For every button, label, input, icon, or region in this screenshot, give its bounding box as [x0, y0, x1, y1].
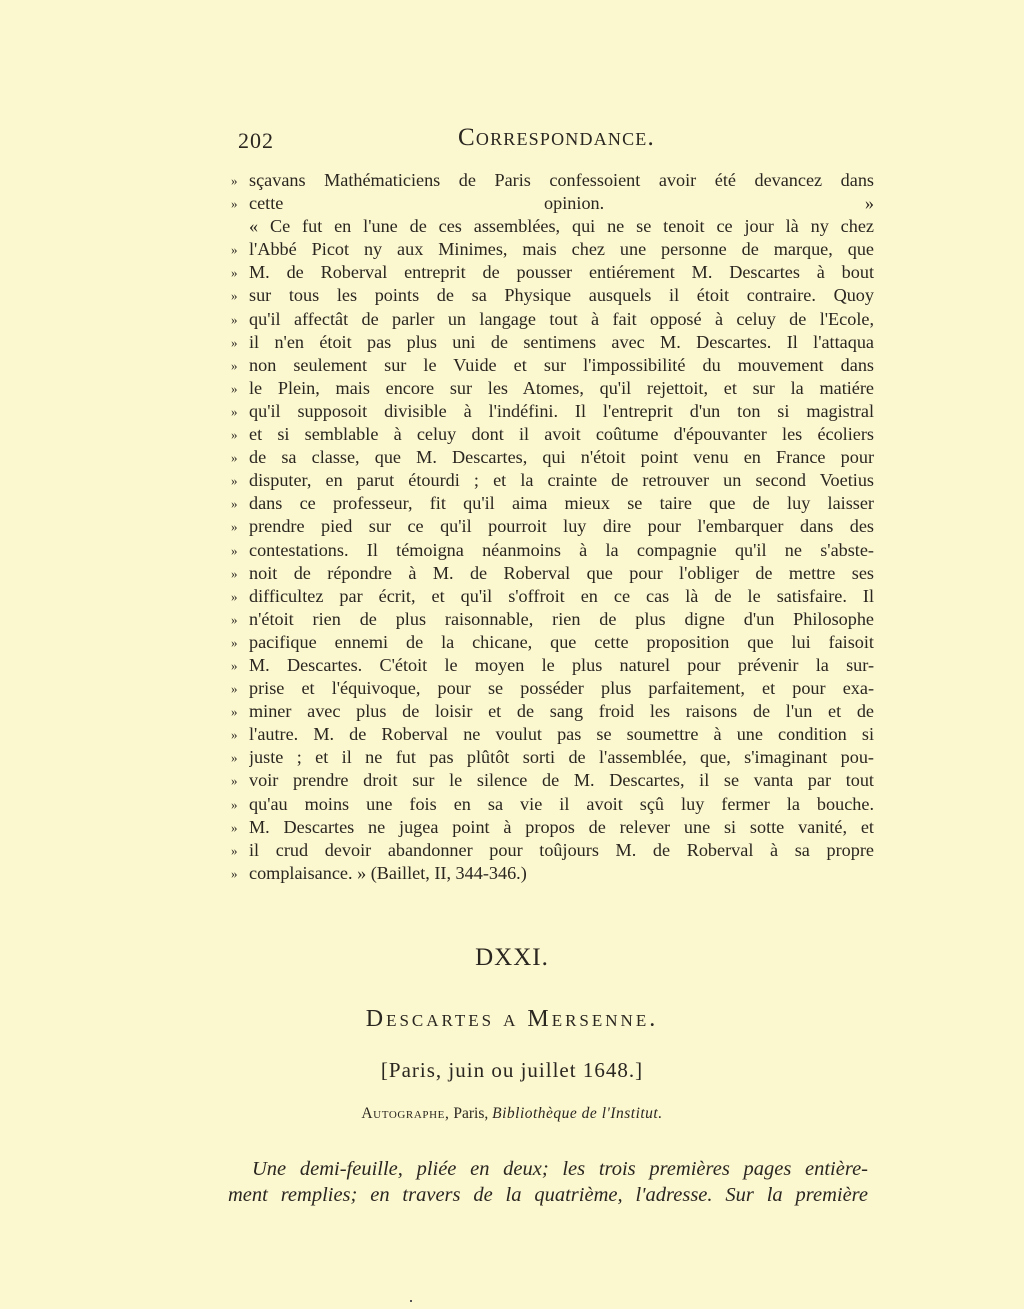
line-text: disputer, en parut étourdi ; et la crainte de retrouver un second Voetius	[249, 470, 874, 491]
text-line	[231, 238, 874, 261]
line-text: « Ce fut en l'une de ces assemblées, qui ne se tenoit ce jour là ny chez	[249, 216, 874, 237]
text-line	[231, 769, 874, 792]
text-line	[231, 492, 874, 515]
line-text: et si semblable à celuy dont il avoit coûtume d'épouvanter les écoliers	[249, 424, 874, 445]
quote-mark: »	[231, 542, 238, 558]
line-text: juste ; et il ne fut pas plûtôt sorti de l'assemblée, que, s'imaginant pou-	[249, 747, 874, 768]
line-text: il n'en étoit pas plus uni de sentimens avec M. Descartes. Il l'attaqua	[249, 331, 874, 352]
line-text: de sa classe, que M. Descartes, qui n'étoit point venu en France pour	[249, 447, 874, 468]
letter-date: [Paris, juin ou juillet 1648.]	[380, 1058, 644, 1082]
quote-mark: »	[231, 242, 238, 258]
text-line	[231, 284, 874, 307]
text-line	[231, 354, 874, 377]
quote-mark: »	[231, 842, 238, 858]
line-text: qu'il supposoit divisible à l'indéfini. Il l'entreprit d'un ton si magistral	[249, 400, 874, 421]
text-line	[231, 192, 874, 215]
line-text: sur tous les points de sa Physique ausquels il étoit contraire. Quoy	[249, 285, 874, 306]
line-text: dans ce professeur, fit qu'il aima mieux se taire que de luy laisser	[249, 493, 874, 514]
letter-title: Descartes a Mersenne.	[365, 1006, 659, 1032]
quote-mark: »	[231, 403, 238, 419]
line-text: cette opinion. »	[249, 193, 874, 214]
text-line	[231, 423, 874, 446]
source-label: Autographe,	[361, 1105, 450, 1122]
line-text: l'autre. M. de Roberval ne voulut pas se soumettre à une condition si	[249, 724, 874, 745]
text-line	[231, 816, 874, 839]
text-line	[231, 839, 874, 862]
description-line: Une demi-feuille, pliée en deux; les trois premières pages entière-	[252, 1158, 868, 1180]
source-place: Paris,	[453, 1105, 489, 1122]
text-line	[231, 469, 874, 492]
quote-mark: »	[231, 311, 238, 327]
manuscript-description	[228, 1156, 868, 1208]
quote-mark: »	[231, 727, 238, 743]
quote-mark: »	[231, 588, 238, 604]
quote-mark: »	[231, 196, 238, 212]
line-text: difficultez par écrit, et qu'il s'offroit en ce cas là de le satisfaire. Il	[249, 585, 874, 606]
text-line	[231, 654, 874, 677]
quote-mark: »	[231, 657, 238, 673]
line-text: l'Abbé Picot ny aux Minimes, mais chez une personne de marque, que	[249, 239, 874, 260]
text-line	[231, 700, 874, 723]
line-text: M. Descartes ne jugea point à propos de relever une si sotte vanité, et	[249, 816, 874, 837]
text-line	[231, 215, 874, 238]
quote-mark: »	[231, 565, 238, 581]
ink-speck	[410, 1300, 412, 1302]
quote-mark: »	[231, 173, 238, 188]
line-text: il crud devoir abandonner pour toûjours M. de Roberval à sa propre	[249, 839, 874, 860]
text-line	[231, 585, 874, 608]
quote-mark: »	[231, 450, 238, 466]
quote-mark: »	[231, 427, 238, 443]
text-line	[231, 446, 874, 469]
text-line	[231, 746, 874, 769]
line-text: qu'au moins une fois en sa vie il avoit sçû luy fermer la bouche.	[249, 793, 874, 814]
line-text: voir prendre droit sur le silence de M. Descartes, il se vanta par tout	[249, 770, 874, 791]
text-line	[231, 677, 874, 700]
text-line	[231, 631, 874, 654]
running-title: Correspondance.	[458, 124, 655, 151]
quote-mark: »	[231, 334, 238, 350]
quote-mark: »	[231, 773, 238, 789]
letter-number: DXXI.	[475, 944, 549, 971]
quote-mark: »	[231, 473, 238, 489]
page-number: 202	[238, 128, 274, 153]
quote-mark: »	[231, 288, 238, 304]
text-line	[231, 308, 874, 331]
quote-mark: »	[231, 865, 238, 881]
line-text: n'étoit rien de plus raisonnable, rien de plus digne d'un Philosophe	[249, 608, 874, 629]
line-text: sçavans Mathématiciens de Paris confessoient avoir été devancez dans	[249, 170, 874, 190]
line-text: non seulement sur le Vuide et sur l'impossibilité du mouvement dans	[249, 354, 874, 375]
quote-mark: »	[231, 265, 238, 281]
quote-mark: »	[231, 357, 238, 373]
text-line	[231, 608, 874, 631]
quote-mark	[231, 215, 249, 238]
line-text: miner avec plus de loisir et de sang froid les raisons de l'un et de	[249, 701, 874, 722]
text-line	[231, 515, 874, 538]
quote-mark: »	[231, 380, 238, 396]
source-line	[0, 1105, 1024, 1123]
text-line	[231, 331, 874, 354]
line-text: M. Descartes. C'étoit le moyen le plus naturel pour prévenir la sur-	[249, 654, 874, 675]
quote-mark: »	[231, 611, 238, 627]
quote-mark: »	[231, 819, 238, 835]
running-head	[238, 124, 874, 156]
text-line	[231, 377, 874, 400]
line-text: noit de répondre à M. de Roberval que pour l'obliger de mettre ses	[249, 562, 874, 583]
text-line	[231, 562, 874, 585]
quote-mark: »	[231, 796, 238, 812]
quoted-text-block	[231, 169, 874, 885]
line-text: contestations. Il témoigna néanmoins à la compagnie qu'il ne s'abste-	[249, 539, 874, 560]
text-line	[231, 862, 874, 885]
text-line	[231, 793, 874, 816]
text-line	[231, 723, 874, 746]
quote-mark: »	[231, 496, 238, 512]
line-text: M. de Roberval entreprit de pousser entiérement M. Descartes à bout	[249, 262, 874, 283]
line-text: le Plein, mais encore sur les Atomes, qu'il rejettoit, et sur la matiére	[249, 377, 874, 398]
text-line	[231, 539, 874, 562]
text-line	[231, 400, 874, 423]
text-line	[231, 261, 874, 284]
line-text: complaisance. » (Baillet, II, 344-346.)	[249, 862, 527, 883]
source-library: Bibliothèque de l'Institut.	[492, 1105, 663, 1122]
quote-mark: »	[231, 750, 238, 766]
line-text: prendre pied sur ce qu'il pourroit luy dire pour l'embarquer dans des	[249, 516, 874, 537]
line-text: qu'il affectât de parler un langage tout à fait opposé à celuy de l'Ecole,	[249, 308, 874, 329]
quote-mark: »	[231, 519, 238, 535]
line-text: pacifique ennemi de la chicane, que cette proposition que lui faisoit	[249, 631, 874, 652]
text-line	[231, 169, 874, 192]
quote-mark: »	[231, 681, 238, 697]
line-text: prise et l'équivoque, pour se posséder plus parfaitement, et pour exa-	[249, 678, 874, 699]
quote-mark: »	[231, 634, 238, 650]
quote-mark: »	[231, 704, 238, 720]
description-line: ment remplies; en travers de la quatrième, l'adresse. Sur la première	[228, 1184, 868, 1206]
